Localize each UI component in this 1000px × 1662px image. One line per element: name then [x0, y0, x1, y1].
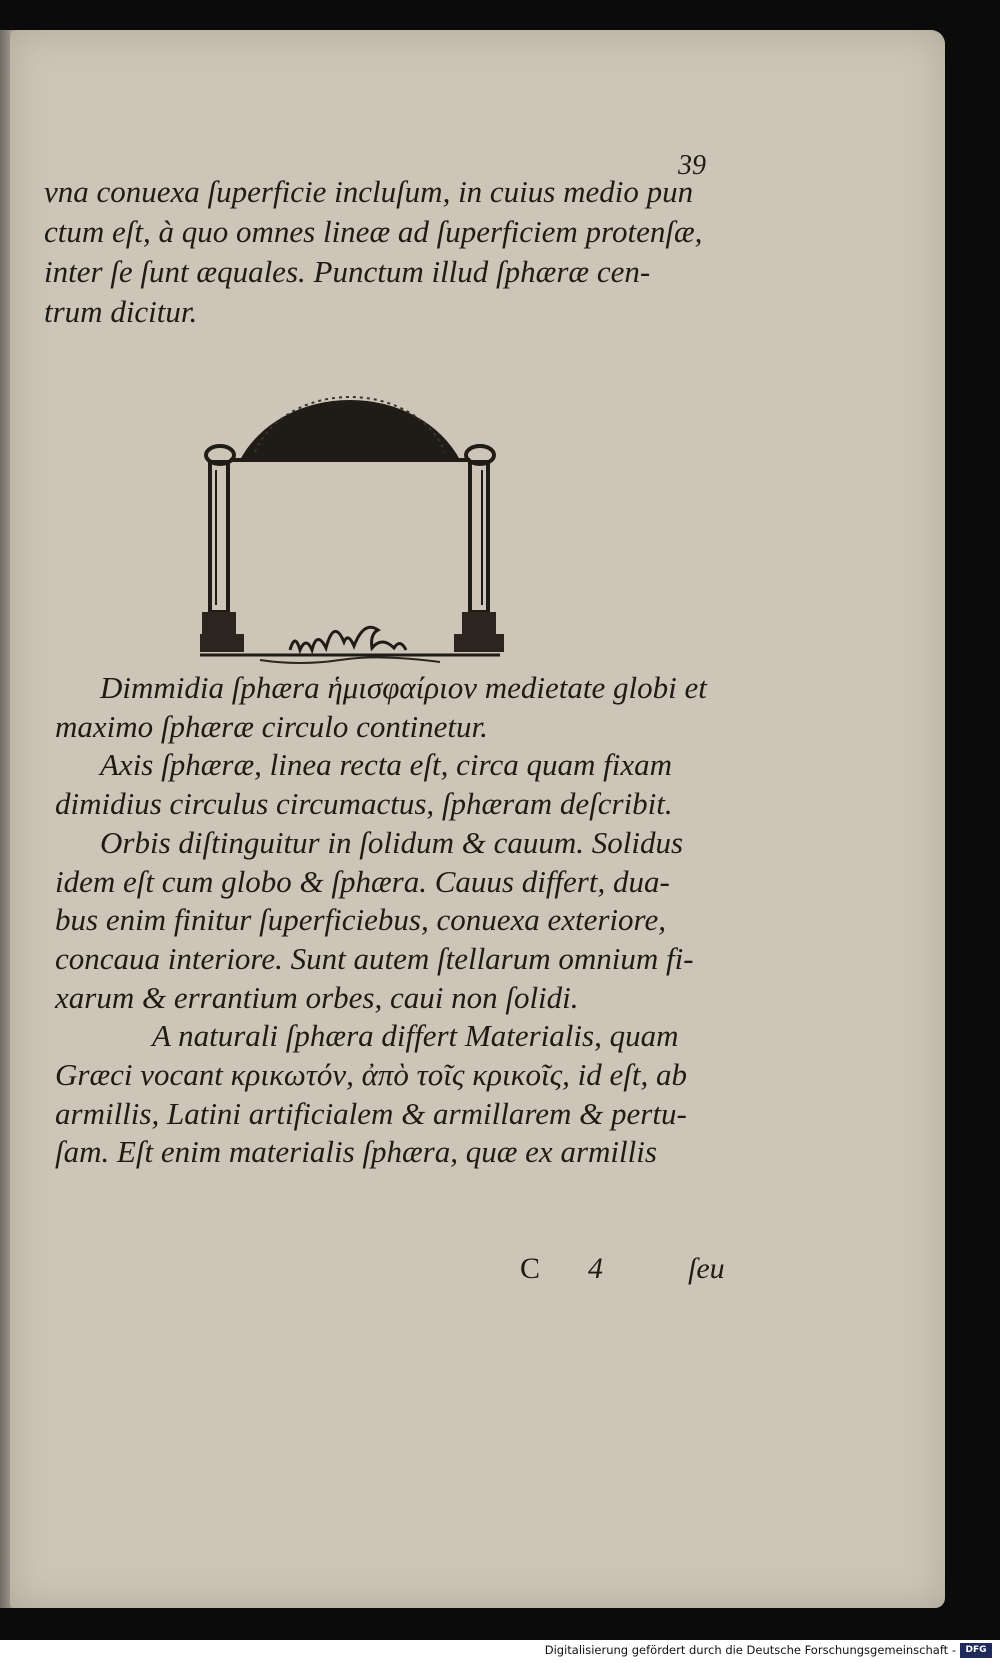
top-text-line: vna conuexa ſuperficie incluſum, in cuius medio pun	[44, 174, 694, 209]
body-text-line: armillis, Latini artificialem & armillarem & pertu-	[55, 1095, 687, 1131]
dfg-logo-icon: DFG	[960, 1643, 992, 1658]
top-text-line: ctum eſt, à quo omnes lineæ ad ſuperficiem protenſæ,	[44, 214, 703, 249]
body-text-line: dimidius circulus circumactus, ſphæram deſcribit.	[55, 786, 673, 822]
body-text-line: Græci vocant κρικωτόν, ἀπὸ τοῖς κρικοῖς, id eſt, ab	[55, 1057, 688, 1092]
body-text-line: xarum & errantium orbes, caui non ſolidi.	[55, 979, 579, 1015]
folio-number: 39	[678, 150, 706, 181]
body-text-line: A naturali ſphæra differt Materialis, quam	[152, 1018, 679, 1054]
body-text-line: bus enim finitur ſuperficiebus, conuexa exteriore,	[55, 902, 666, 938]
catchword: ſeu	[688, 1252, 725, 1285]
top-text-line: trum dicitur.	[44, 294, 198, 329]
body-text-line: Dimmidia ſphæra ἡμισφαίριον medietate globi et	[100, 670, 707, 705]
signature-number: 4	[588, 1252, 603, 1285]
body-text-line: Axis ſphæræ, linea recta eſt, circa quam fixam	[100, 747, 672, 783]
body-text-line: concaua interiore. Sunt autem ſtellarum omnium fi-	[55, 940, 694, 976]
top-text-line: inter ſe ſunt æquales. Punctum illud ſphæræ cen-	[44, 254, 651, 289]
signature-mark: C	[520, 1252, 541, 1285]
body-text-line: ſam. Eſt enim materialis ſphæra, quæ ex armillis	[55, 1134, 657, 1170]
body-text-line: Orbis diſtinguitur in ſolidum & cauum. Solidus	[100, 824, 684, 860]
body-text-line: maximo ſphæræ circulo continetur.	[55, 708, 488, 744]
footer-credit: Digitalisierung gefördert durch die Deutsche Forschungsgemeinschaft -	[544, 1643, 956, 1657]
hemisphere-on-pillars-icon	[200, 360, 540, 700]
footer-bar	[0, 1640, 1000, 1662]
body-text-line: idem eſt cum globo & ſphæra. Cauus differt, dua-	[55, 863, 670, 899]
